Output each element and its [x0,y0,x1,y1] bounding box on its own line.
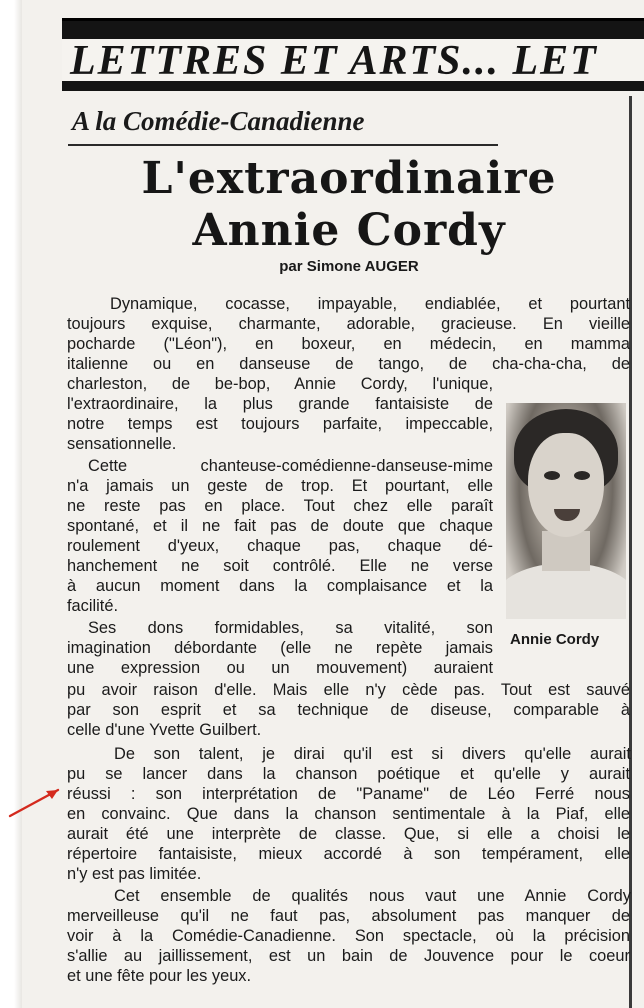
article-line: ne reste pas en place. Tout chez elle paraît [67,497,493,515]
kicker-underline [68,144,498,146]
article-line: pu se lancer dans la chanson poétique et qu'elle y aurait [67,765,630,783]
article-line: pocharde ("Léon"), en boxeur, en médecin, en mamma [67,335,630,353]
section-banner [62,18,644,91]
article-line: merveilleuse qu'il ne faut pas, absolument pas manquer de [67,907,630,925]
photo-neck [542,531,590,571]
article-line: sensationnelle. [67,435,177,453]
article-title-line1: L'extraordinaire [141,153,557,204]
article-line: Cette chanteuse-comédienne-danseuse-mime [88,457,493,475]
article-line: notre temps est toujours parfaite, impeccable, [67,415,493,433]
article-line: l'extraordinaire, la plus grande fantaisiste de [67,395,493,413]
article-line: aurait été une interprète de classe. Que, si elle a choisi le [67,825,630,843]
photo-caption: Annie Cordy [510,631,600,648]
portrait-photo [506,403,626,619]
article-line: n'y est pas limitée. [67,865,202,883]
article-line: voir à la Comédie-Canadienne. Son spectacle, où la précision [67,927,630,945]
article-line: s'allie au jaillissement, est un bain de Jouvence pour le coeur [67,947,630,965]
article-line: à aucun moment dans la complaisance et la [67,577,493,595]
page-edge [0,0,22,1008]
red-arrow-icon [6,782,64,822]
article-line: pu avoir raison d'elle. Mais elle n'y cède pas. Tout est sauvé [67,681,630,699]
photo-eye-right [574,471,590,480]
photo-shoulders [506,563,626,619]
article-line: spontané, et il ne fait pas de doute que chaque [67,517,493,535]
article-line: répertoire fantaisiste, mieux accordé à son tempérament, elle [67,845,630,863]
article-line: Dynamique, cocasse, impayable, endiablée, et pourtant [110,295,630,313]
article-line: Cet ensemble de qualités nous vaut une Annie Cordy [114,887,631,905]
article-line: celle d'une Yvette Guilbert. [67,721,262,739]
article-line: réussi : son interprétation de "Paname" de Léo Ferré nous [67,785,630,803]
article-line: toujours exquise, charmante, adorable, gracieuse. En vieille [67,315,630,333]
article-line: en convainc. Que dans la chanson sentimentale à la Piaf, elle [67,805,630,823]
article-line: De son talent, je dirai qu'il est si divers qu'elle aurait [114,745,631,763]
article-line: Ses dons formidables, sa vitalité, son [88,619,493,637]
article-line: italienne ou en danseuse de tango, de cha-cha-cha, de [67,355,630,373]
article-line: imagination débordante (elle ne repète jamais [67,639,493,657]
article-line: hanchement ne soit contrôlé. Elle ne verse [67,557,493,575]
photo-eye-left [544,471,560,480]
article-line: et une fête pour les yeux. [67,967,252,985]
article-line: charleston, de be-bop, Annie Cordy, l'unique, [67,375,493,393]
photo-face [528,433,604,537]
section-banner-text: LETTRES ET ARTS... LET [70,38,598,84]
article-line: roulement d'yeux, chaque pas, chaque dé- [67,537,493,555]
article-kicker: A la Comédie-Canadienne [72,106,365,136]
article-line: n'a jamais un geste de trop. Et pourtant, elle [67,477,493,495]
article-byline: par Simone AUGER [279,258,419,275]
article-title-line2: Annie Cordy [192,205,506,256]
article-line: par son esprit et sa technique de diseuse, comparable à [67,701,630,719]
article-line: facilité. [67,597,119,615]
article-line: une expression ou un mouvement) auraient [67,659,493,677]
